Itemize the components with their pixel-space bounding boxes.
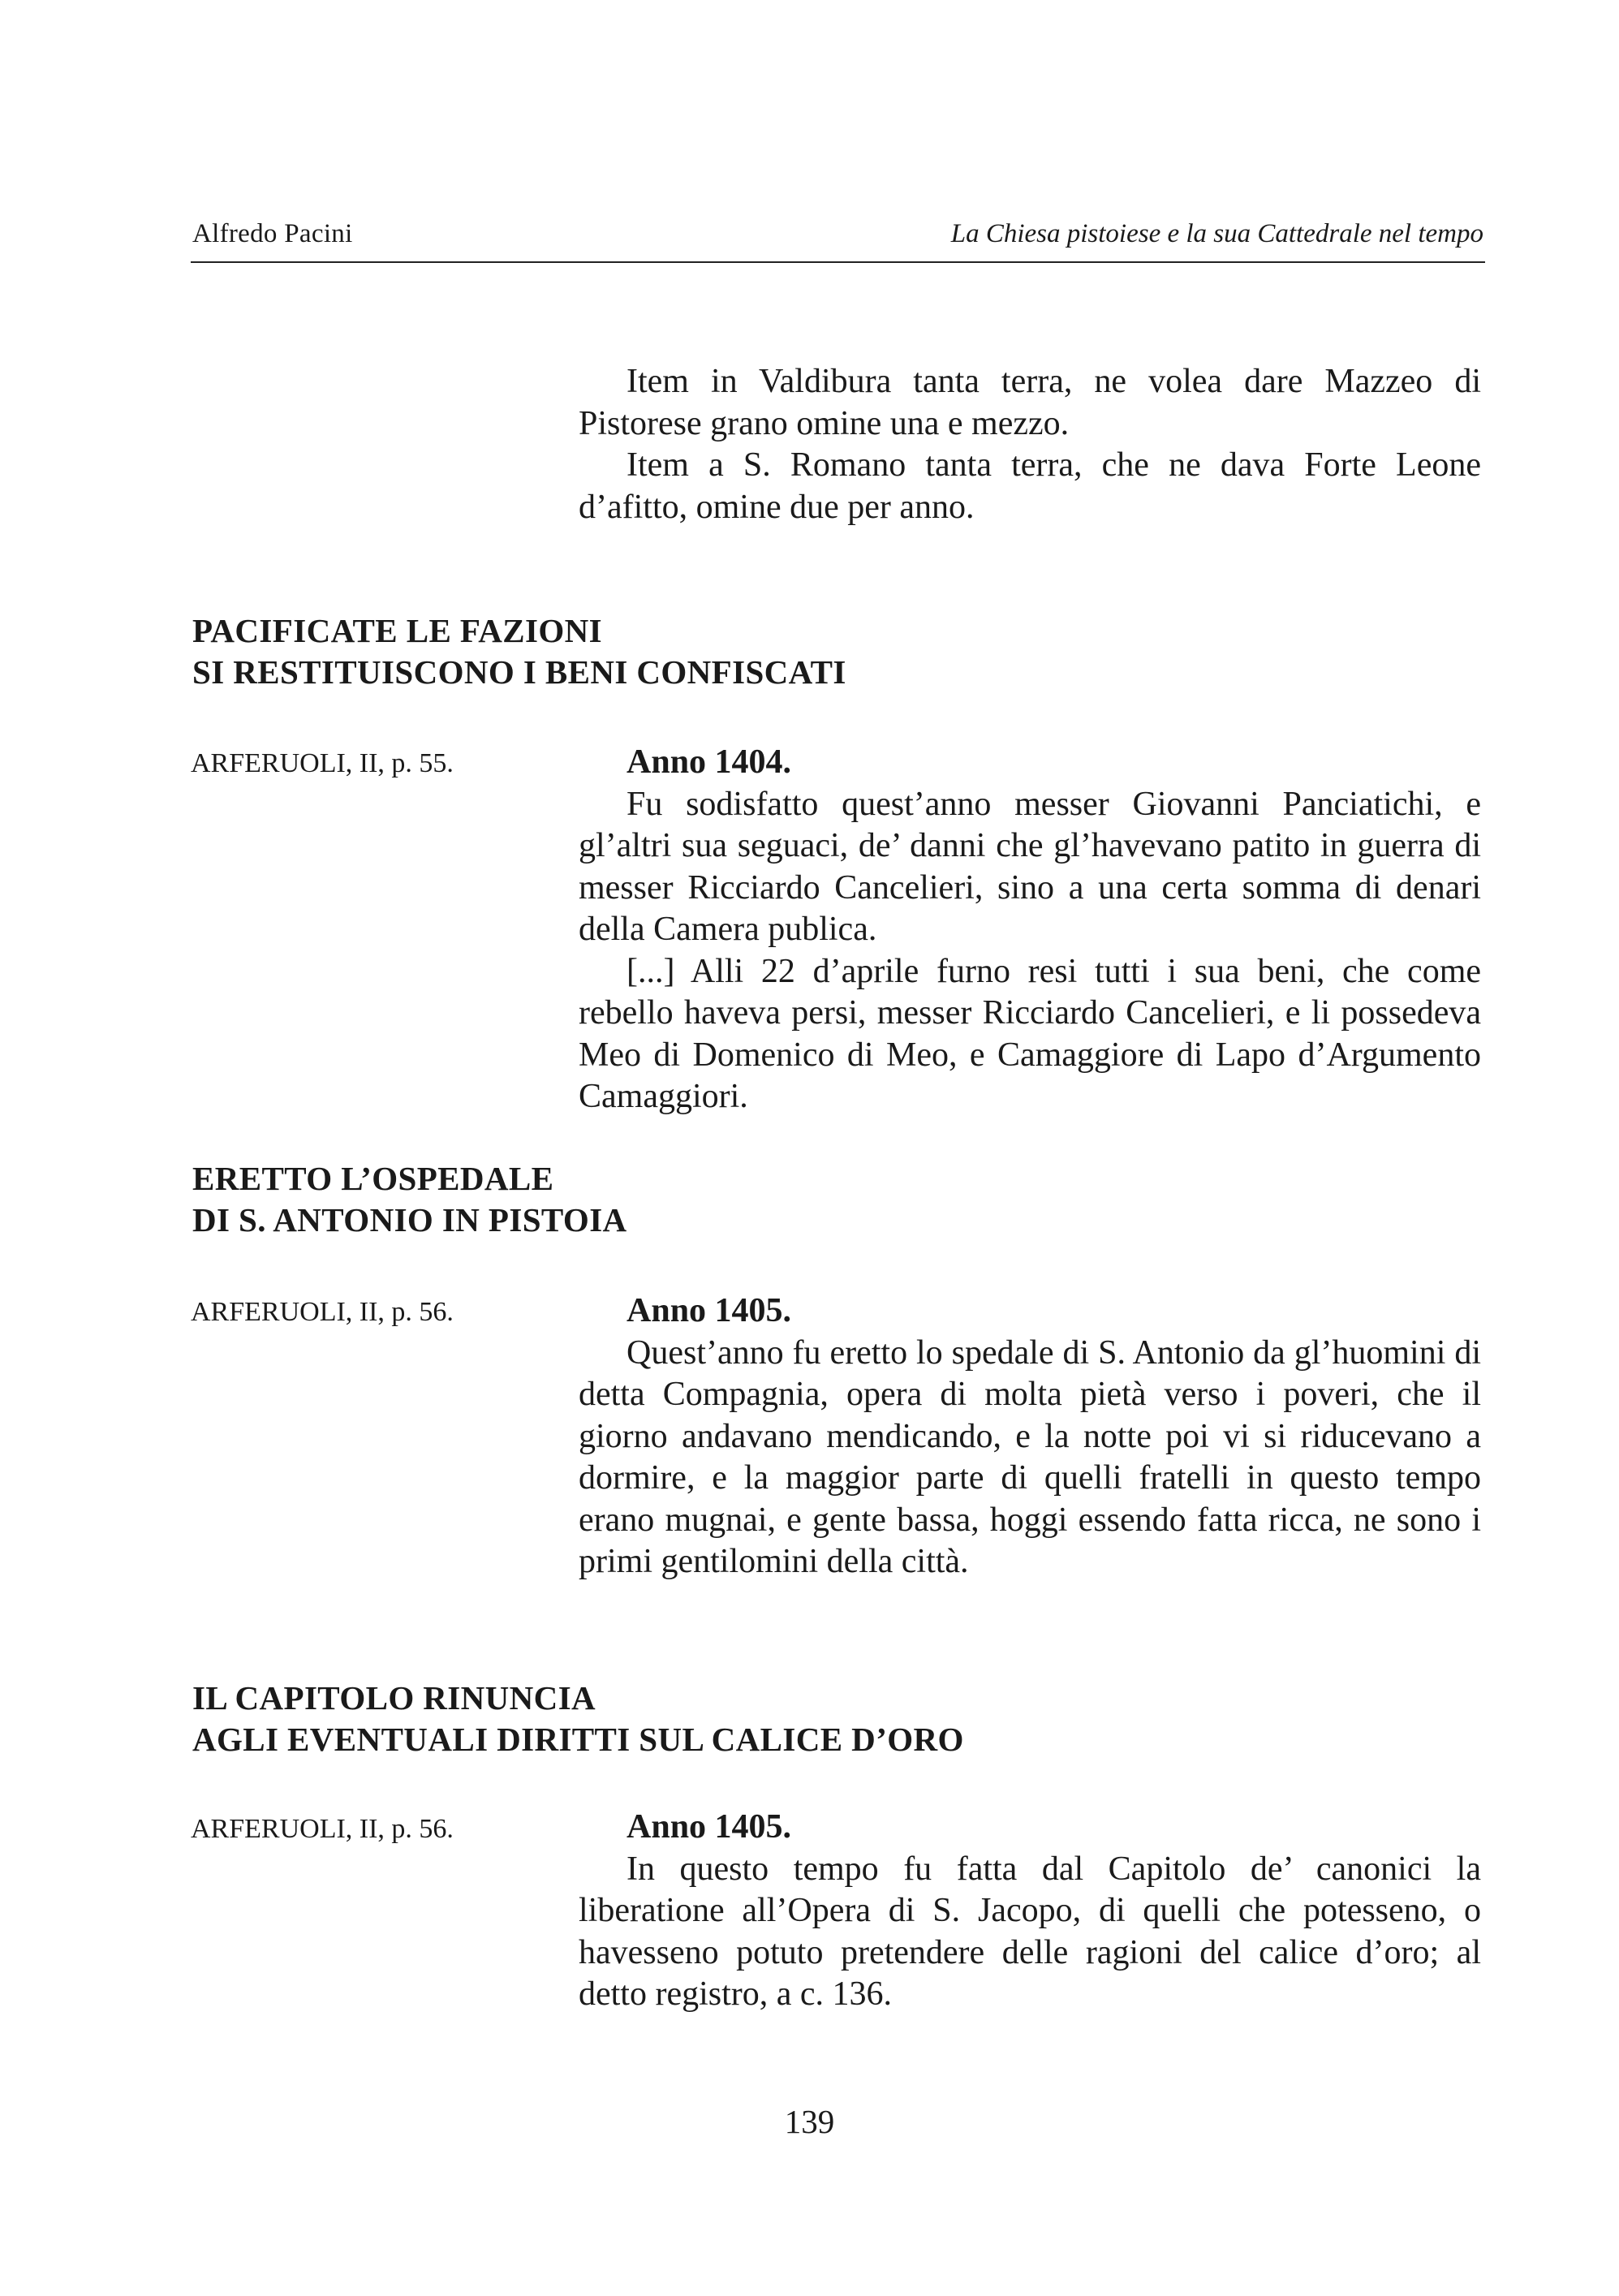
heading-line: DI S. ANTONIO IN PISTOIA — [192, 1201, 627, 1238]
heading-line: AGLI EVENTUALI DIRITTI SUL CALICE D’ORO — [192, 1721, 964, 1758]
section-heading — [192, 1678, 1328, 1760]
header-author: Alfredo Pacini — [192, 219, 353, 248]
source-citation: ARFERUOLI, II, p. 56. — [191, 1814, 454, 1844]
heading-line: PACIFICATE LE FAZIONI — [192, 612, 603, 649]
heading-line: SI RESTITUISCONO I BENI CONFISCATI — [192, 653, 846, 691]
running-header — [191, 218, 1485, 263]
header-book-title: La Chiesa pistoiese e la sua Cattedrale nel tempo — [950, 219, 1483, 248]
paragraph: Item in Valdibura tanta terra, ne volea dare Mazzeo di Pistorese grano omine una e mezzo. — [579, 363, 1481, 442]
section-text — [579, 1290, 1481, 1583]
paragraph: Fu sodisfatto quest’anno messer Giovanni Panciatichi, e gl’altri sua seguaci, de’ danni che gl’havevano patito in guerra di messer Ricciardo Cancelieri, sino a una certa somma di denari della Camera publica. — [579, 785, 1481, 948]
source-citation: ARFERUOLI, II, p. 55. — [191, 748, 454, 778]
intro-text — [579, 361, 1481, 528]
year-heading: Anno 1405. — [627, 1292, 792, 1329]
source-citation: ARFERUOLI, II, p. 56. — [191, 1297, 454, 1327]
paragraph: Item a S. Romano tanta terra, che ne dava Forte Leone d’afitto, omine due per anno. — [579, 446, 1481, 526]
year-heading: Anno 1405. — [627, 1808, 792, 1846]
section-heading — [192, 610, 1328, 693]
year-heading: Anno 1404. — [627, 743, 792, 781]
heading-line: IL CAPITOLO RINUNCIA — [192, 1679, 596, 1717]
paragraph: Quest’anno fu eretto lo spedale di S. Antonio da gl’huomini di detta Compagnia, opera di molta pietà verso i poveri, che il giorno andavano mendicando, e la notte poi vi si riducevano a dormire, e la maggior parte di quelli fratelli in questo tempo erano mugnai, e gente bassa, hoggi essendo fatta ricca, ne sono i primi gentilomini della città. — [579, 1333, 1481, 1580]
page-number: 139 — [784, 2103, 835, 2140]
section-text — [579, 742, 1481, 1118]
section-text — [579, 1807, 1481, 2016]
section-heading — [192, 1158, 1328, 1241]
heading-line: ERETTO L’OSPEDALE — [192, 1160, 554, 1197]
paragraph: In questo tempo fu fatta dal Capitolo de’ canonici la liberatione all’Opera di S. Jacopo, di quelli che potesseno, o havesseno potuto pretendere delle ragioni del calice d’oro; al detto registro, a c. 136. — [579, 1850, 1481, 2013]
paragraph: [...] Alli 22 d’aprile furno resi tutti i sua beni, che come rebello haveva persi, messer Ricciardo Cancelieri, e li possedeva Meo di Domenico di Meo, e Camaggiore di Lapo d’Argumento Camaggiori. — [579, 952, 1481, 1115]
